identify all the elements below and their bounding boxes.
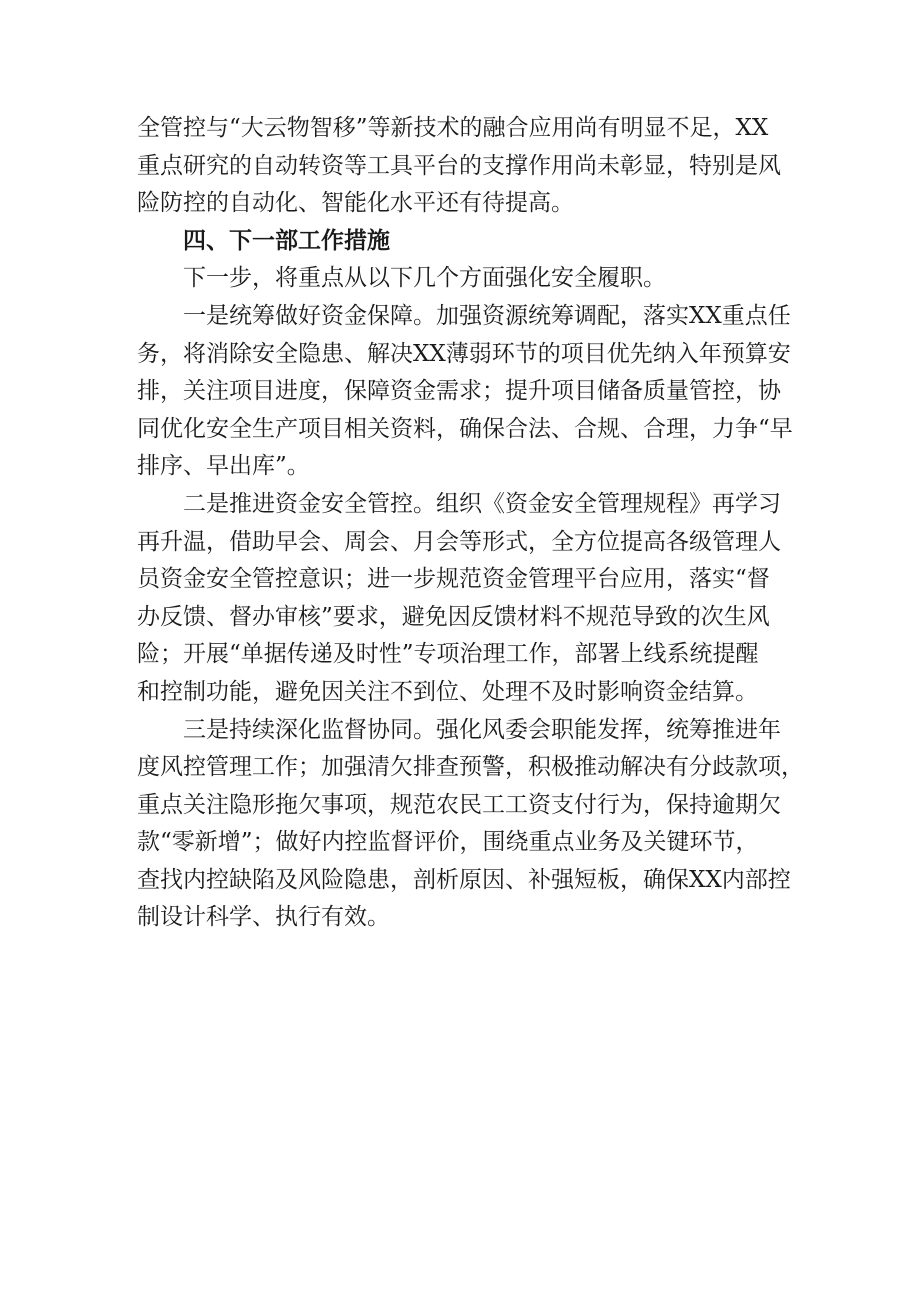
text-line: 查找内控缺陷及风险隐患，剖析原因、补强短板，确保XX内部控 (137, 866, 791, 893)
text-line: 和控制功能，避免因关注不到位、处理不及时影响资金结算。 (137, 678, 758, 705)
document-page (137, 110, 804, 937)
text-line: 二是推进资金安全管控。组织《资金安全管理规程》再学习 (183, 490, 781, 517)
paragraph-item-2 (137, 486, 797, 712)
text-line: 全管控与“大云物智移”等新技术的融合应用尚有明显不足，XX (137, 115, 769, 141)
text-line: 重点研究的自动转资等工具平台的支撑作用尚未彰显，特别是风 (137, 152, 781, 179)
paragraph-intro (137, 260, 797, 298)
section-heading: 四、下一部工作措施 (183, 227, 390, 254)
text-line: 制设计科学、执行有效。 (137, 904, 390, 931)
text-line: 度风控管理工作；加强清欠排查预警，积极推动解决有分歧款项， (137, 754, 804, 781)
text-line: 款“零新增”；做好内控监督评价，围绕重点业务及关键环节， (137, 829, 759, 856)
text-line: 险；开展“单据传递及时性”专项治理工作，部署上线系统提醒 (137, 641, 759, 668)
text-line: 险防控的自动化、智能化水平还有待提高。 (137, 190, 574, 217)
text-line: 一是统筹做好资金保障。加强资源统筹调配，落实XX重点任 (183, 302, 791, 329)
text-line: 员资金安全管控意识；进一步规范资金管理平台应用，落实“督 (137, 566, 770, 593)
text-line: 三是持续深化监督协同。强化风委会职能发挥，统筹推进年 (183, 716, 781, 743)
text-line: 排，关注项目进度，保障资金需求；提升项目储备质量管控，协 (137, 378, 781, 405)
text-line: 务，将消除安全隐患、解决XX薄弱环节的项目优先纳入年预算安 (137, 340, 791, 367)
paragraph-item-1 (137, 298, 797, 486)
paragraph-continuation (137, 110, 797, 223)
text-line: 同优化安全生产项目相关资料，确保合法、合规、合理，力争“早 (137, 415, 793, 442)
text-line: 办反馈、督办审核”要求，避免因反馈材料不规范导致的次生风 (137, 603, 770, 630)
text-line: 再升温，借助早会、周会、月会等形式，全方位提高各级管理人 (137, 528, 781, 555)
text-line: 重点关注隐形拖欠事项，规范农民工工资支付行为，保持逾期欠 (137, 791, 781, 818)
paragraph-item-3 (137, 712, 804, 938)
text-line: 排序、早出库”。 (137, 453, 310, 480)
text-line: 下一步，将重点从以下几个方面强化安全履职。 (183, 265, 666, 292)
